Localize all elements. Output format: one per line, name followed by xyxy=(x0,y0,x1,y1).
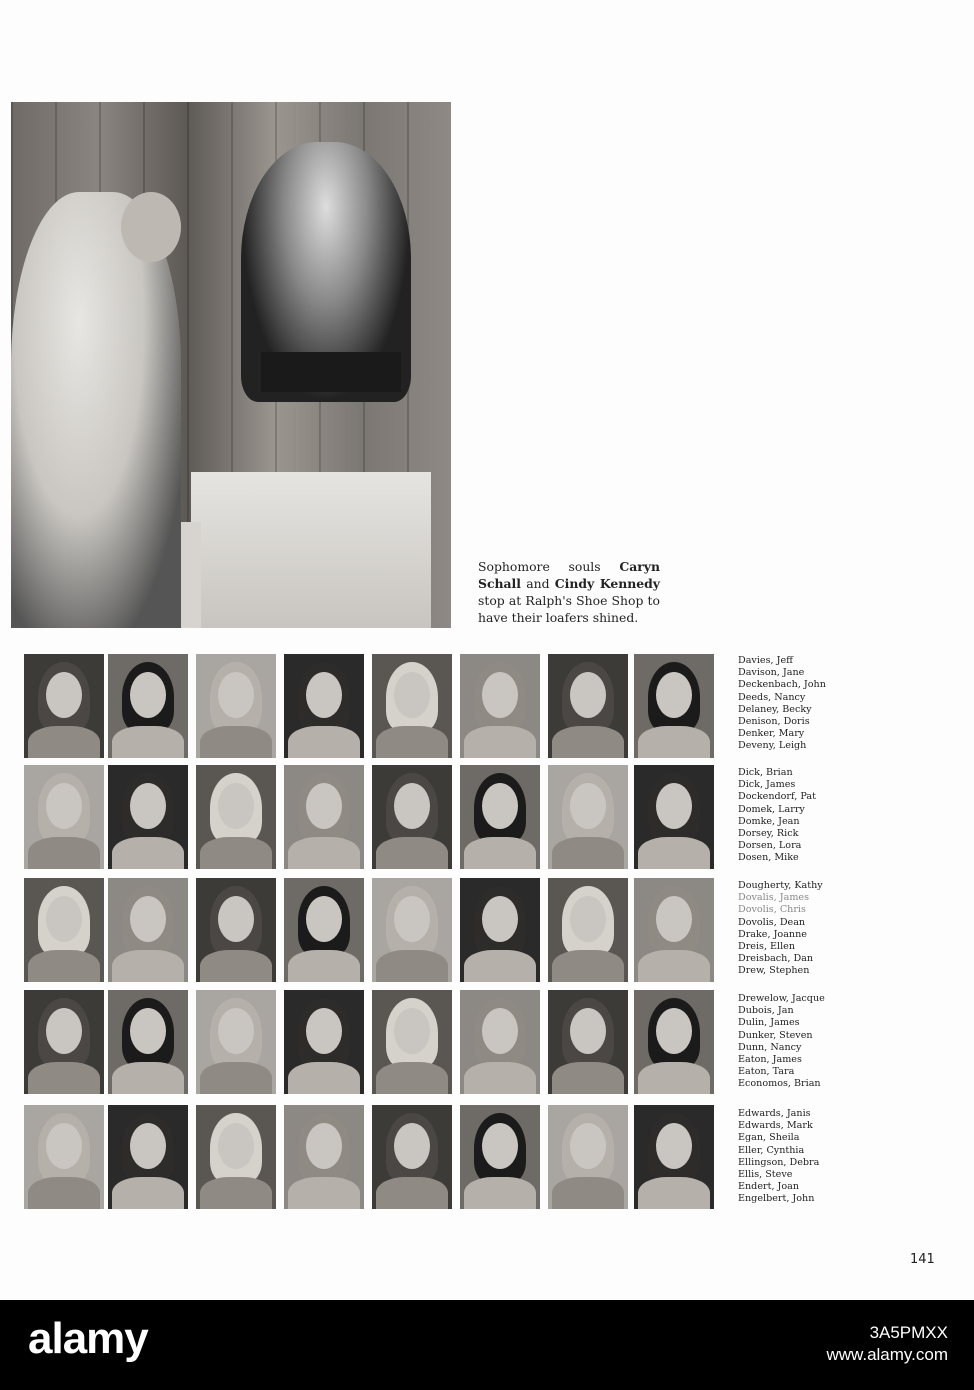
student-name: Dulin, James xyxy=(738,1017,800,1029)
student-name: Ellingson, Debra xyxy=(738,1156,820,1168)
student-name: Dreis, Ellen xyxy=(738,941,796,953)
student-portrait xyxy=(108,990,188,1094)
student-name: Edwards, Janis xyxy=(738,1108,811,1119)
watermark-logo: alamy xyxy=(28,1314,148,1363)
caption-text: stop at Ralph's Shoe Shop to have their loafers shined. xyxy=(478,593,660,625)
student-portrait xyxy=(460,990,540,1094)
student-portrait xyxy=(108,654,188,758)
student-name: Drew, Stephen xyxy=(738,965,810,977)
student-name: Deveny, Leigh xyxy=(738,740,807,752)
watermark-bar xyxy=(0,1300,974,1390)
student-portrait xyxy=(196,654,276,758)
student-name: Dovolis, Chris xyxy=(738,904,806,916)
student-name: Dovolis, Dean xyxy=(738,916,806,928)
student-name: Deckenbach, John xyxy=(738,679,826,691)
caption-name-2: Cindy Kennedy xyxy=(554,576,660,591)
student-portrait xyxy=(460,878,540,982)
student-name: Dougherty, Kathy xyxy=(738,880,823,891)
watermark-info xyxy=(826,1322,948,1366)
student-name: Denison, Doris xyxy=(738,716,810,728)
name-list xyxy=(738,880,823,978)
student-name: Eaton, Tara xyxy=(738,1066,795,1078)
student-name: Eller, Cynthia xyxy=(738,1144,805,1156)
name-list xyxy=(738,1108,819,1206)
student-portrait xyxy=(284,765,364,869)
student-name: Dick, Brian xyxy=(738,767,793,778)
student-portrait xyxy=(196,765,276,869)
student-portrait xyxy=(548,654,628,758)
student-portrait xyxy=(108,765,188,869)
student-portrait xyxy=(284,1105,364,1209)
student-portrait xyxy=(284,990,364,1094)
student-name: Drewelow, Jacque xyxy=(738,993,825,1004)
student-name: Drake, Joanne xyxy=(738,928,807,940)
watermark-url: www.alamy.com xyxy=(826,1345,948,1364)
student-portrait xyxy=(108,1105,188,1209)
caption-text: and xyxy=(520,576,555,591)
student-portrait xyxy=(634,990,714,1094)
student-portrait xyxy=(24,878,104,982)
caption-text: Sophomore souls xyxy=(478,559,620,574)
student-name: Economos, Brian xyxy=(738,1078,821,1090)
student-portrait xyxy=(196,1105,276,1209)
student-name: Dorsen, Lora xyxy=(738,840,802,852)
student-portrait xyxy=(196,990,276,1094)
student-portrait xyxy=(548,765,628,869)
student-name: Edwards, Mark xyxy=(738,1120,813,1132)
student-portrait xyxy=(634,765,714,869)
student-name: Engelbert, John xyxy=(738,1193,815,1205)
page-number: 141 xyxy=(910,1252,935,1267)
student-portrait xyxy=(24,654,104,758)
student-portrait xyxy=(460,654,540,758)
student-name: Denker, Mary xyxy=(738,728,805,740)
student-name: Davison, Jane xyxy=(738,667,805,679)
student-name: Ellis, Steve xyxy=(738,1169,793,1181)
student-name: Dubois, Jan xyxy=(738,1005,794,1017)
student-portrait xyxy=(548,1105,628,1209)
student-portrait xyxy=(24,765,104,869)
student-portrait xyxy=(372,765,452,869)
student-name: Davies, Jeff xyxy=(738,655,793,666)
student-name: Dockendorf, Pat xyxy=(738,791,816,803)
student-portrait xyxy=(196,878,276,982)
student-portrait xyxy=(372,1105,452,1209)
caption-name-1: Caryn Schall xyxy=(478,559,660,591)
student-name: Dosen, Mike xyxy=(738,852,799,864)
student-name: Domke, Jean xyxy=(738,815,800,827)
student-name: Egan, Sheila xyxy=(738,1132,800,1144)
student-portrait xyxy=(372,990,452,1094)
student-portrait xyxy=(372,878,452,982)
name-list xyxy=(738,993,825,1091)
student-portrait xyxy=(284,654,364,758)
student-name: Dunker, Steven xyxy=(738,1029,813,1041)
student-name: Delaney, Becky xyxy=(738,703,812,715)
student-name: Endert, Joan xyxy=(738,1181,800,1193)
student-portrait xyxy=(372,654,452,758)
student-portrait xyxy=(634,1105,714,1209)
student-name: Dreisbach, Dan xyxy=(738,953,814,965)
student-name: Domek, Larry xyxy=(738,803,805,815)
student-portrait xyxy=(548,990,628,1094)
student-portrait xyxy=(24,1105,104,1209)
image-id: 3A5PMXX xyxy=(869,1323,948,1342)
student-name: Dovalis, James xyxy=(738,892,810,904)
student-portrait xyxy=(284,878,364,982)
student-portrait xyxy=(548,878,628,982)
student-portrait xyxy=(108,878,188,982)
student-name: Eaton, James xyxy=(738,1054,802,1066)
photo-caption xyxy=(478,558,660,626)
student-portrait xyxy=(460,1105,540,1209)
name-list xyxy=(738,767,816,865)
shoe-shine-photo xyxy=(11,102,451,628)
student-name: Dick, James xyxy=(738,779,796,791)
student-portrait xyxy=(634,878,714,982)
student-portrait xyxy=(460,765,540,869)
student-portrait xyxy=(24,990,104,1094)
student-portrait xyxy=(634,654,714,758)
student-name: Deeds, Nancy xyxy=(738,691,806,703)
student-name: Dorsey, Rick xyxy=(738,828,799,840)
name-list xyxy=(738,655,826,753)
student-name: Dunn, Nancy xyxy=(738,1041,802,1053)
